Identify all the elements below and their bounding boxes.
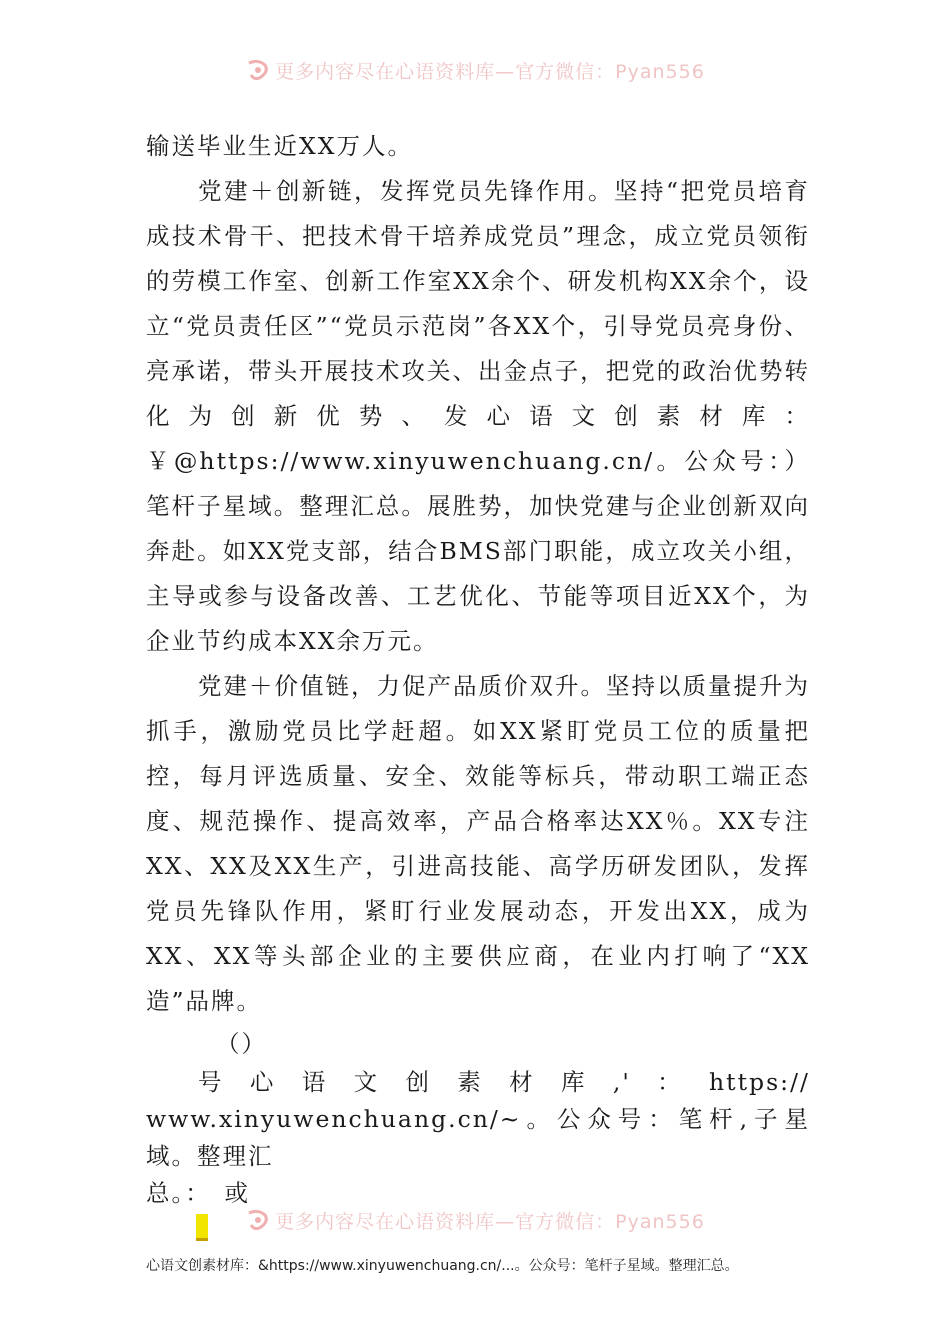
spread-token: https://	[709, 1068, 810, 1096]
watermark-text: 更多内容尽在心语资料库—官方微信：Pyan556	[275, 60, 705, 83]
end-line: 总。： 或	[146, 1179, 250, 1207]
watermark-header	[0, 50, 950, 90]
spread-token: 创	[405, 1068, 431, 1096]
spread-token: 文	[353, 1068, 380, 1096]
paragraph-innovation: 党建＋创新链，发挥党员先锋作用。坚持“把党员培育成技术骨干、把技术骨干培养成党员”理念，成立党员领衔的劳模工作室、创新工作室XX余个、研发机构XX余个，设立“党员责任区”“党员示范岗”各XX个，引导党员亮身份、亮承诺，带头开展技术攻关、出金点子，把党的政治优势转化为创新优势、发心语文创素材库：￥@https://www.xinyuwenchuang.cn/。公众号：）笔杆子星域。整理汇总。展胜势，加快党建与企业创新双向奔赴。如XX党支部，结合BMS部门职能，成立攻关小组，主导或参与设备改善、工艺优化、节能等项目近XX个，为企业节约成本XX余万元。	[146, 177, 810, 655]
paren-marker: （）	[216, 1030, 267, 1058]
watermark-text: 更多内容尽在心语资料库—官方微信：Pyan556	[275, 1210, 705, 1233]
document-body	[146, 124, 810, 1291]
watermark-footer	[0, 1200, 950, 1240]
spread-token: 语	[301, 1068, 328, 1096]
paragraph-value: 党建＋价值链，力促产品质价双升。坚持以质量提升为抓手，激励党员比学赶超。如XX紧盯党员工位的质量把控，每月评选质量、安全、效能等标兵，带动职工端正态度、规范操作、提高效率，产品合格率达XX％。XX专注XX、XX及XX生产，引进高技能、高学历研发团队，发挥党员先锋队作用，紧盯行业发展动态，开发出XX，成为XX、XX等头部企业的主要供应商，在业内打响了“XX造”品牌。	[146, 672, 810, 1015]
spread-line	[146, 1064, 810, 1101]
spread-token: 素	[457, 1068, 483, 1096]
spread-token: ,'	[612, 1068, 631, 1096]
spread-token: 材	[509, 1068, 535, 1096]
spread-token: 库	[561, 1068, 587, 1096]
spread-token: 心	[249, 1068, 276, 1096]
url-line: www.xinyuwenchuang.cn/~。公众号：笔杆,子星域。整理汇	[146, 1105, 810, 1170]
logo-icon	[245, 57, 271, 83]
paragraph-continued: 输送毕业生近XX万人。	[146, 132, 413, 160]
logo-icon	[245, 1207, 271, 1233]
spread-token: ：	[657, 1068, 683, 1096]
footnote: 心语文创素材库：&https://www.xinyuwenchuang.cn/...。公众号：笔杆子星域。整理汇总。	[146, 1258, 739, 1274]
spread-token: 号	[198, 1068, 224, 1096]
